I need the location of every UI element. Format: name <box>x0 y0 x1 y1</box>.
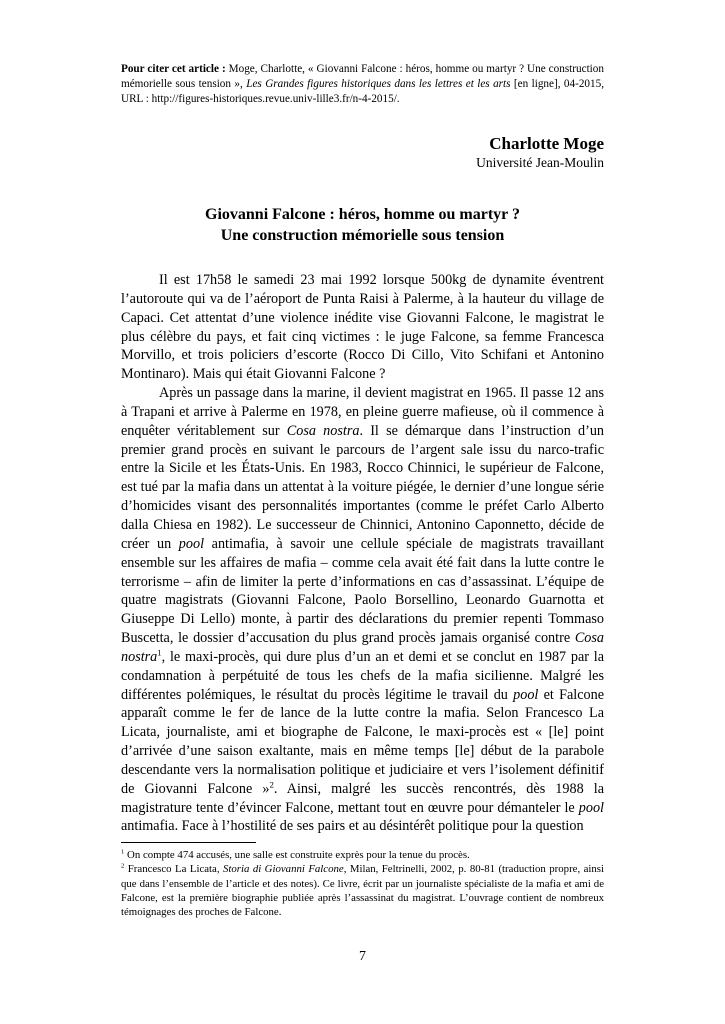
citation-text: Moge, Charlotte, « Giovanni Falcone : héros, homme ou martyr ? Une construction mémorielle sous tension », <box>121 63 604 90</box>
italic-term: Cosa nostra <box>121 630 604 665</box>
article-body <box>121 271 604 836</box>
citation-url: [en ligne], 04-2015, URL : http://figures-historiques.revue.univ-lille3.fr/n-4-2015/. <box>121 78 604 105</box>
footnote-number: 1 <box>121 848 125 856</box>
footnote-ref-2[interactable]: 2 <box>269 779 274 790</box>
footnote-1 <box>121 848 604 862</box>
footnote-text: On compte 474 accusés, une salle est construite exprès pour la tenue du procès. <box>124 849 470 861</box>
footnote-text: Francesco La Licata, <box>124 863 223 876</box>
italic-term: pool <box>513 686 539 703</box>
author-name: Charlotte Moge <box>489 134 604 153</box>
footnote-ref-1[interactable]: 1 <box>157 647 162 658</box>
footnote-number: 2 <box>121 862 125 870</box>
italic-term: pool <box>178 535 205 552</box>
citation-journal: Les Grandes figures historiques dans les lettres et les arts <box>246 78 511 90</box>
text-run: Après un passage dans la marine, il devient magistrat en 1965. Il passe 12 ans à Trapani et arrive à Palerme en 1978, en pleine guerre mafieuse, où il commence à enquêter véritablement sur <box>121 385 604 439</box>
italic-term: Cosa nostra <box>286 422 360 439</box>
footnote-book-title: Storia di Giovanni Falcone <box>222 863 344 876</box>
text-run: antimafia, à savoir une cellule spéciale de magistrats travaillant ensemble sur les affaires de mafia – comme cela avait été fait dans la lutte contre le terrorisme – afin de limiter la perte d’informations en cas d’assassinat. L’équipe de quatre magistrats (Giovanni Falcone, Paolo Borsellino, Leonardo Guarnotta et Giuseppe Di Lello) monte, à partir des déclarations du premier repenti Tommaso Buscetta, le dossier d’accusation du plus grand procès jamais organisé contre <box>121 535 604 647</box>
text-run: antimafia. Face à l’hostilité de ses pairs et au désintérêt politique pour la question <box>121 818 584 835</box>
footnote-text: , Milan, Feltrinelli, 2002, p. 80-81 (traduction propre, ainsi que dans l’ensemble de l’article et des notes). Ce livre, écrit par un journaliste spécialiste de la mafia et ami de Falcone, est la première biographie publiée après l’assassinat du magistrat. L’ouvrage contient de nombreux témoignages des proches de Falcone. <box>121 863 605 919</box>
title-line-2: Une construction mémorielle sous tension <box>220 227 505 244</box>
italic-term: pool <box>578 799 604 816</box>
footnote-divider <box>121 842 256 843</box>
paragraph-1: Il est 17h58 le samedi 23 mai 1992 lorsque 500kg de dynamite éventrent l’autoroute qui va de l’aéroport de Punta Raisi à Palerme, à la hauteur du village de Capaci. Cet attentat d’une violence inédite vise Giovanni Falcone, le magistrat le plus célèbre du pays, et fait cinq victimes : le juge Falcone, sa femme Francesca Morvillo, et trois policiers d’escorte (Rocco Di Cillo, Vito Schifani et Antonino Montinaro). Mais qui était Giovanni Falcone ? <box>121 272 604 383</box>
footnotes <box>121 848 604 919</box>
citation-note <box>121 62 604 107</box>
title-line-1: Giovanni Falcone : héros, homme ou martyr ? <box>205 206 520 223</box>
footnote-2 <box>121 862 604 919</box>
author-affiliation: Université Jean-Moulin <box>476 155 604 170</box>
citation-lead: Pour citer cet article : <box>121 63 226 75</box>
text-run: . Ainsi, malgré les succès rencontrés, dès 1988 la magistrature tente d’évincer Falcone, mettant tout en œuvre pour démanteler le <box>121 780 605 816</box>
paragraph-2 <box>121 384 604 836</box>
article-title <box>121 204 604 246</box>
text-run: . Il se démarque dans l’instruction d’un premier grand procès en suivant le parcours de l’argent sale issu du narco-trafic entre la Sicile et les États-Unis. En 1983, Rocco Chinnici, le supérieur de Falcone, est tué par la mafia dans un attentat à la voiture piégée, le dernier d’une longue série d’homicides visant des personnalités importantes (comme le préfet Carlo Alberto dalla Chiesa en 1982). Le successeur de Chinnici, Antonino Caponnetto, décide de créer un <box>121 422 605 552</box>
page-number: 7 <box>359 949 366 964</box>
text-run: et Falcone apparaît comme le fer de lance de la lutte contre la mafia. Selon Francesco La Licata, journaliste, ami et biographe de Falcone, le maxi-procès est « [le] point d’arrivée d’une saison exaltante, mais en même temps [le] début de la parabole descendante vers la normalisation politique et judiciaire et vers l’isolement définitif de Giovanni Falcone » <box>121 686 604 797</box>
text-run: , le maxi-procès, qui dure plus d’un an et demi et se conclut en 1987 par la condamnation à perpétuité de tous les chefs de la mafia sicilienne. Malgré les différentes polémiques, le résultat du procès légitime le travail du <box>121 648 604 703</box>
author-block <box>476 134 604 171</box>
